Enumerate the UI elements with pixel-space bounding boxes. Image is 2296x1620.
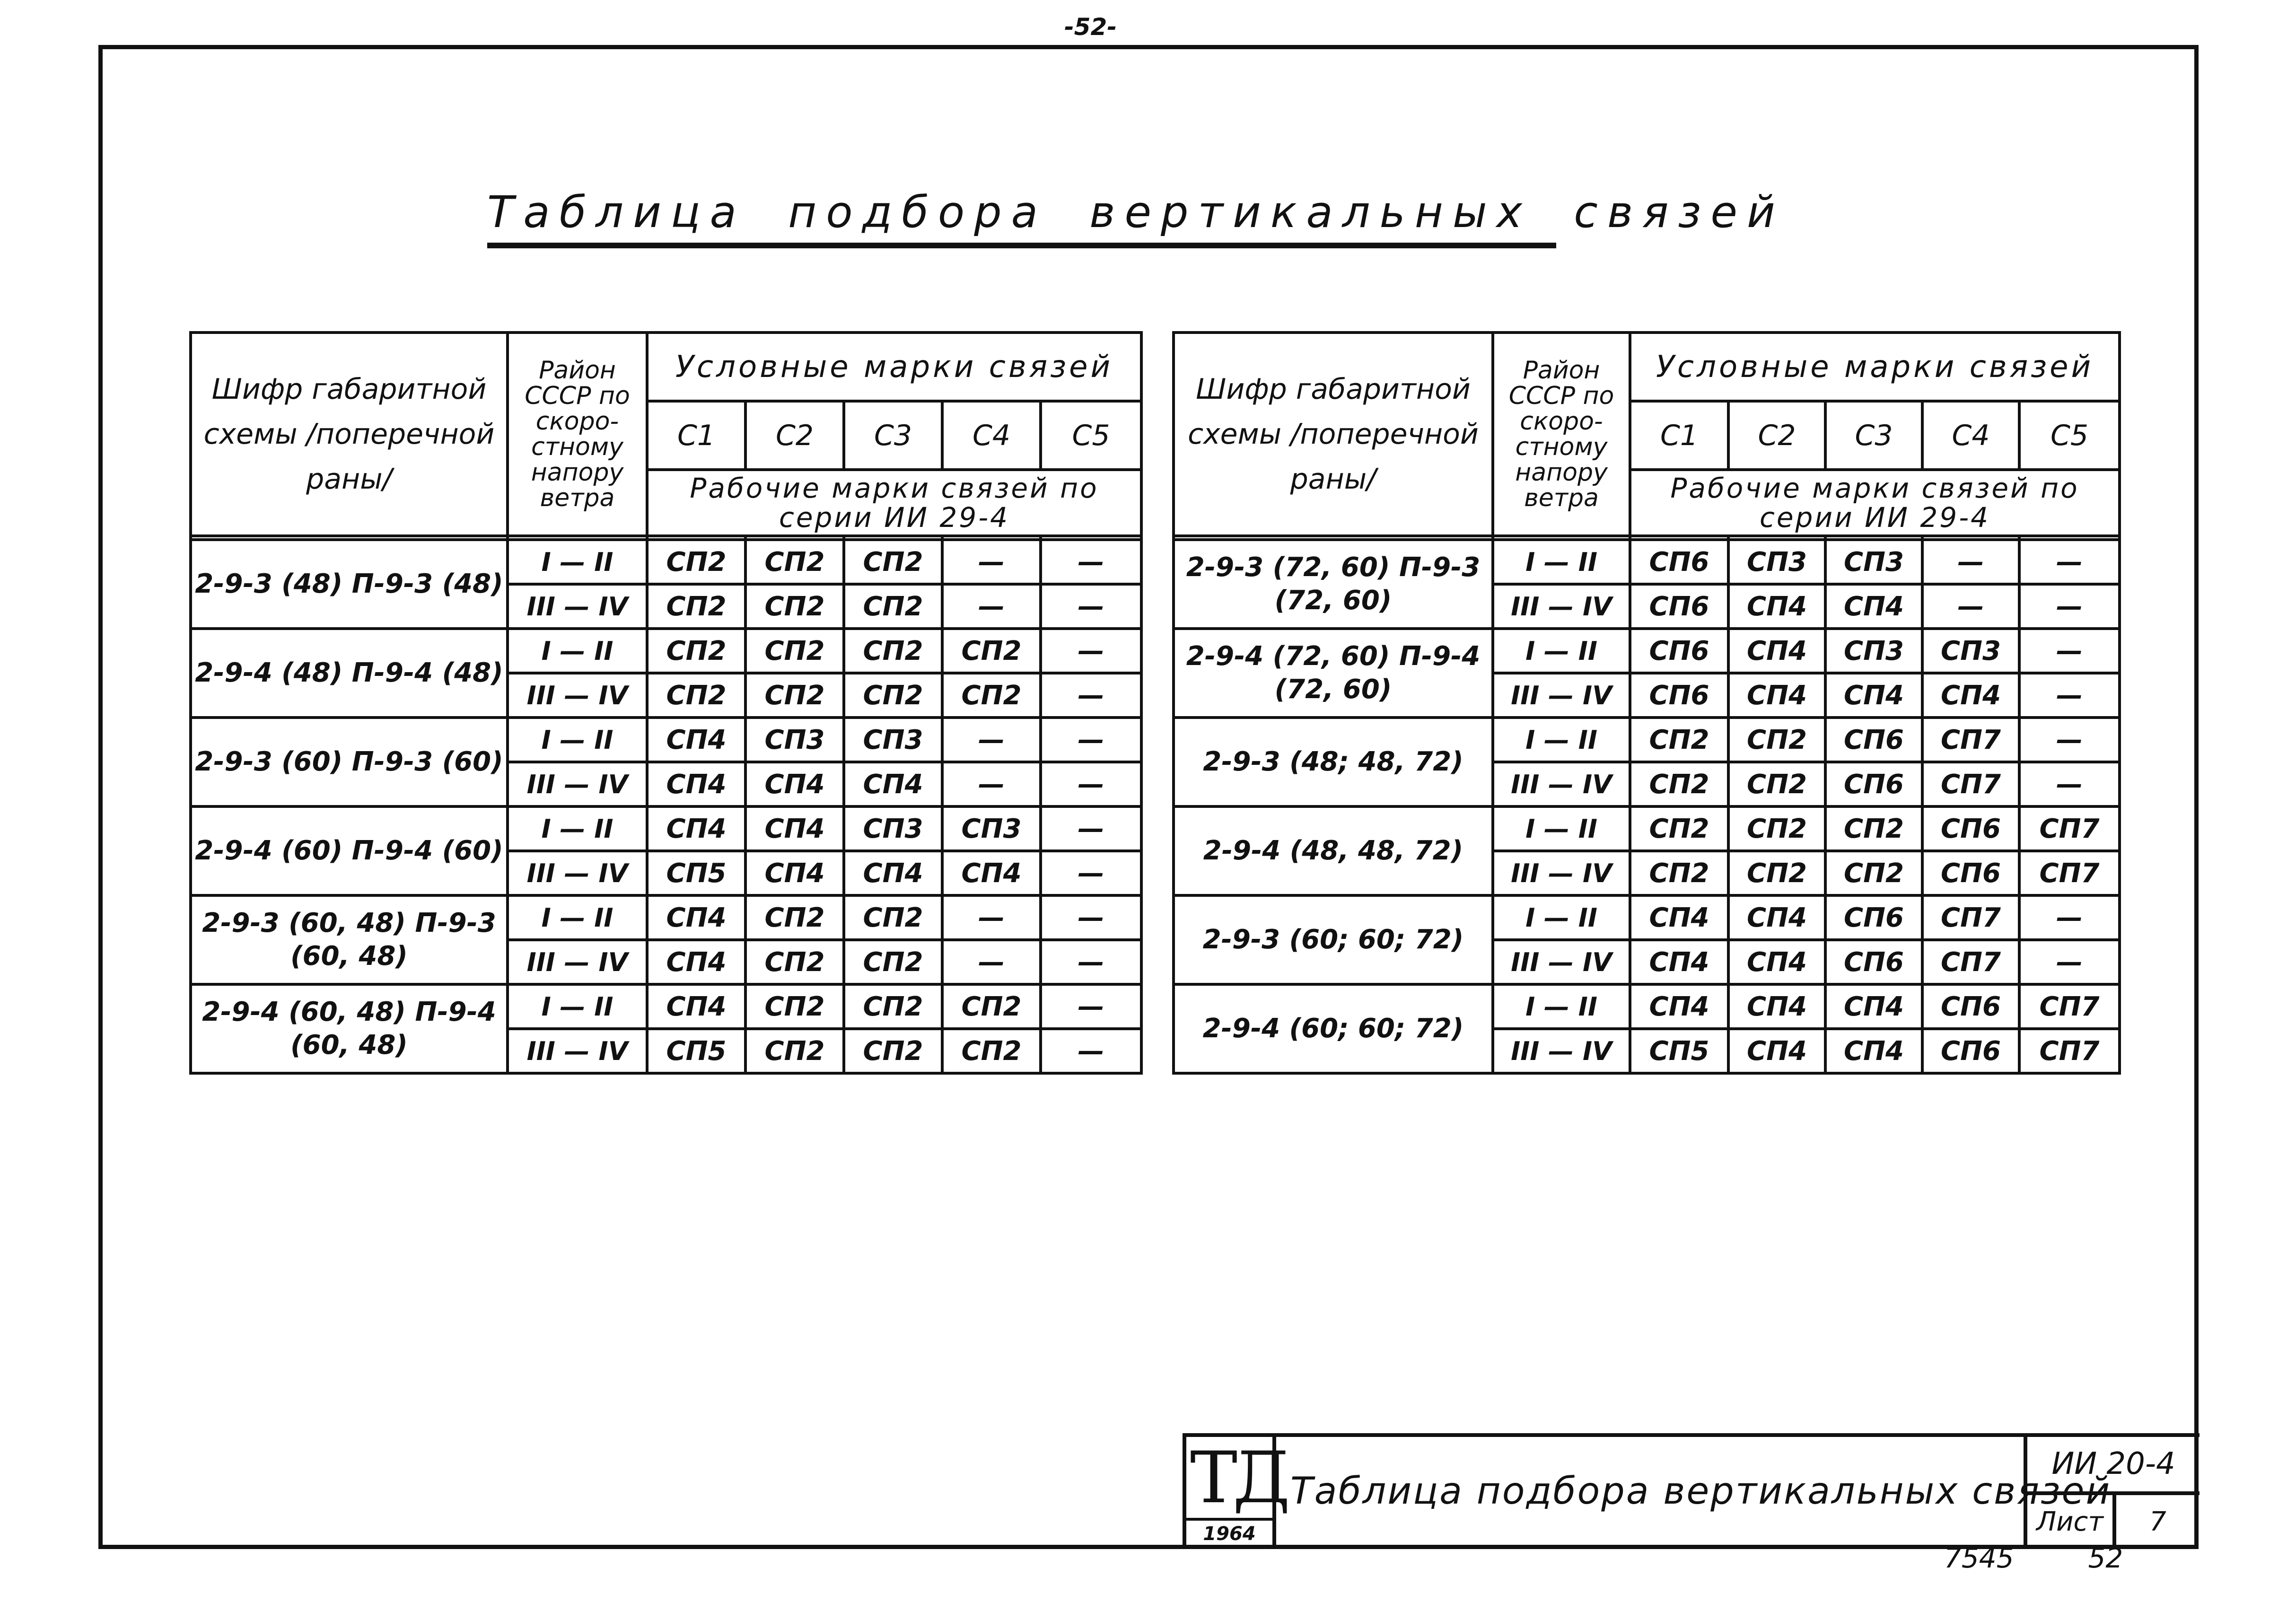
brace-mark-cell: — [1041,629,1141,673]
brace-mark-cell: СП3 [844,718,942,762]
scheme-code-cell: 2-9-3 (60, 48) П-9-3 (60, 48) [191,895,508,984]
wind-region-cell: I — II [508,629,647,673]
brace-mark-cell: СП6 [1630,540,1728,584]
brace-mark-cell: — [942,540,1041,584]
brace-mark-cell: СП4 [1728,1029,1825,1073]
spacer-cell [647,536,745,540]
spacer-cell [1922,536,2019,540]
spacer-cell [1825,536,1922,540]
brace-mark-cell: — [1922,540,2019,584]
wind-region-cell: III — IV [508,673,647,718]
brace-mark-cell: СП2 [844,629,942,673]
brace-mark-cell: СП2 [745,629,844,673]
wind-region-cell: III — IV [508,1029,647,1073]
brace-mark-cell: СП2 [745,895,844,940]
brace-mark-cell: СП2 [844,584,942,629]
header-col-c2: С2 [745,401,844,470]
brace-mark-cell: СП4 [647,984,745,1029]
scheme-code-cell: 2-9-3 (60; 60; 72) [1174,895,1493,984]
spacer-cell [1630,536,1728,540]
brace-mark-cell: СП2 [1630,762,1728,806]
brace-mark-cell: СП4 [745,851,844,895]
brace-mark-cell: СП4 [844,762,942,806]
brace-mark-cell: СП2 [745,1029,844,1073]
wind-region-cell: III — IV [1493,584,1630,629]
header-working-marks: Рабочие марки связей по серии ИИ 29-4 [647,470,1141,536]
brace-mark-cell: СП3 [1825,629,1922,673]
brace-mark-cell: СП6 [1630,629,1728,673]
header-col-c5: С5 [1041,401,1141,470]
brace-mark-cell: СП5 [647,851,745,895]
brace-mark-cell: СП7 [1922,762,2019,806]
footer-inventory [1944,1542,2123,1574]
wind-region-cell: I — II [508,806,647,851]
brace-mark-cell: СП3 [1922,629,2019,673]
brace-mark-cell: СП4 [1630,895,1728,940]
brace-mark-cell: СП4 [745,806,844,851]
brace-mark-cell: СП2 [745,984,844,1029]
brace-mark-cell: СП4 [647,895,745,940]
brace-mark-cell: — [2019,584,2120,629]
scheme-code-cell: 2-9-3 (48; 48, 72) [1174,718,1493,806]
wind-region-cell: I — II [1493,718,1630,762]
brace-mark-cell: СП2 [844,673,942,718]
brace-mark-cell: СП2 [745,940,844,984]
brace-mark-cell: СП2 [647,673,745,718]
brace-mark-cell: СП2 [647,540,745,584]
brace-mark-cell: СП2 [942,1029,1041,1073]
brace-mark-cell: СП2 [1728,851,1825,895]
header-col-c4: С4 [1922,401,2019,470]
header-working-marks: Рабочие марки связей по серии ИИ 29-4 [1630,470,2120,536]
spacer-cell [1174,536,1493,540]
brace-mark-cell: СП4 [1728,584,1825,629]
header-col-c4: С4 [942,401,1041,470]
wind-region-cell: I — II [1493,540,1630,584]
brace-mark-cell: СП4 [1825,584,1922,629]
table-row [191,806,1141,851]
brace-mark-cell: — [1041,851,1141,895]
wind-region-cell: III — IV [1493,673,1630,718]
table-row [1174,629,2120,673]
header-conventional-marks: Условные марки связей [1630,333,2120,401]
header-col-c2: С2 [1728,401,1825,470]
table-row [191,895,1141,940]
brace-mark-cell: СП4 [647,762,745,806]
table-row [191,984,1141,1029]
wind-region-cell: I — II [508,895,647,940]
brace-mark-cell: СП3 [745,718,844,762]
stamp-year: 1964 [1186,1518,1272,1549]
stamp-info [2024,1437,2200,1549]
spacer-cell [942,536,1041,540]
brace-mark-cell: СП2 [942,984,1041,1029]
table-row [191,540,1141,584]
header-col-c3: С3 [844,401,942,470]
brace-mark-cell: СП6 [1825,762,1922,806]
brace-mark-cell: — [2019,718,2120,762]
brace-mark-cell: — [1041,1029,1141,1073]
table-row [1174,895,2120,940]
wind-region-cell: III — IV [1493,1029,1630,1073]
wind-region-cell: I — II [508,718,647,762]
brace-mark-cell: СП7 [2019,806,2120,851]
brace-mark-cell: СП5 [647,1029,745,1073]
wind-region-cell: I — II [1493,984,1630,1029]
brace-mark-cell: — [1041,895,1141,940]
scheme-code-cell: 2-9-4 (72, 60) П-9-4 (72, 60) [1174,629,1493,718]
page-title: Таблица подбора вертикальных связей [487,187,1556,248]
brace-mark-cell: СП2 [745,584,844,629]
table-row [1174,540,2120,584]
wind-region-cell: III — IV [508,851,647,895]
brace-mark-cell: СП2 [1728,718,1825,762]
brace-mark-cell: СП3 [844,806,942,851]
header-scheme-code: Шифр габаритной схемы /поперечной раны/ [191,333,508,536]
brace-mark-cell: — [1041,584,1141,629]
wind-region-cell: I — II [1493,806,1630,851]
bracing-table-right [1172,331,2121,1075]
brace-mark-cell: — [942,718,1041,762]
brace-mark-cell: СП4 [647,806,745,851]
brace-mark-cell: — [1041,673,1141,718]
wind-region-cell: I — II [508,540,647,584]
brace-mark-cell: СП4 [1630,940,1728,984]
brace-mark-cell: — [2019,762,2120,806]
brace-mark-cell: СП7 [2019,1029,2120,1073]
brace-mark-cell: — [942,762,1041,806]
brace-mark-cell: СП2 [647,584,745,629]
brace-mark-cell: — [1041,540,1141,584]
header-col-c3: С3 [1825,401,1922,470]
brace-mark-cell: СП4 [1728,629,1825,673]
spacer-cell [1041,536,1141,540]
brace-mark-cell: — [1041,940,1141,984]
brace-mark-cell: СП2 [647,629,745,673]
table-row [1174,806,2120,851]
brace-mark-cell: СП3 [1825,540,1922,584]
title-block [1183,1433,2200,1549]
table-row [1174,718,2120,762]
wind-region-cell: I — II [1493,895,1630,940]
scheme-code-cell: 2-9-4 (60) П-9-4 (60) [191,806,508,895]
brace-mark-cell: СП6 [1630,584,1728,629]
brace-mark-cell: СП4 [647,718,745,762]
wind-region-cell: III — IV [508,584,647,629]
brace-mark-cell: СП4 [844,851,942,895]
brace-mark-cell: СП4 [1728,895,1825,940]
header-wind-region: Район СССР по скоро- стному напору ветра [1493,333,1630,536]
wind-region-cell: I — II [508,984,647,1029]
scheme-code-cell: 2-9-4 (60, 48) П-9-4 (60, 48) [191,984,508,1073]
inventory-number: 7545 [1944,1542,2014,1574]
brace-mark-cell: СП2 [942,673,1041,718]
brace-mark-cell: СП4 [1922,673,2019,718]
brace-mark-cell: СП4 [1728,673,1825,718]
brace-mark-cell: СП7 [1922,895,2019,940]
bracing-table-left [189,331,1143,1075]
brace-mark-cell: СП3 [1728,540,1825,584]
brace-mark-cell: СП4 [1728,940,1825,984]
brace-mark-cell: СП4 [942,851,1041,895]
brace-mark-cell: — [1041,806,1141,851]
wind-region-cell: III — IV [508,940,647,984]
scheme-code-cell: 2-9-3 (60) П-9-3 (60) [191,718,508,806]
table-row [191,629,1141,673]
brace-mark-cell: СП6 [1825,940,1922,984]
brace-mark-cell: СП4 [745,762,844,806]
brace-mark-cell: СП7 [2019,984,2120,1029]
scheme-code-cell: 2-9-4 (60; 60; 72) [1174,984,1493,1073]
td-logo-icon: ТД [1190,1437,1286,1519]
brace-mark-cell: СП6 [1630,673,1728,718]
brace-mark-cell: СП7 [1922,940,2019,984]
brace-mark-cell: СП6 [1825,718,1922,762]
brace-mark-cell: СП4 [1630,984,1728,1029]
scheme-code-cell: 2-9-3 (48) П-9-3 (48) [191,540,508,629]
brace-mark-cell: СП2 [1728,806,1825,851]
brace-mark-cell: СП2 [1728,762,1825,806]
brace-mark-cell: СП7 [1922,718,2019,762]
table-row [1174,984,2120,1029]
header-col-c1: С1 [647,401,745,470]
brace-mark-cell: СП3 [942,806,1041,851]
header-wind-region: Район СССР по скоро- стному напору ветра [508,333,647,536]
scheme-code-cell: 2-9-4 (48) П-9-4 (48) [191,629,508,718]
brace-mark-cell: — [1922,584,2019,629]
brace-mark-cell: — [2019,540,2120,584]
brace-mark-cell: СП5 [1630,1029,1728,1073]
series-code: ИИ 20-4 [2027,1437,2200,1495]
brace-mark-cell: СП2 [1630,806,1728,851]
brace-mark-cell: СП4 [647,940,745,984]
stamp-title: Таблица подбора вертикальных связей [1290,1470,2112,1513]
spacer-cell [844,536,942,540]
spacer-cell [191,536,508,540]
brace-mark-cell: СП2 [844,984,942,1029]
brace-mark-cell: — [1041,718,1141,762]
stamp-logo [1186,1437,1286,1549]
brace-mark-cell: СП6 [1922,984,2019,1029]
brace-mark-cell: СП7 [2019,851,2120,895]
wind-region-cell: I — II [1493,629,1630,673]
spacer-cell [745,536,844,540]
wind-region-cell: III — IV [1493,762,1630,806]
brace-mark-cell: — [942,584,1041,629]
spacer-cell [508,536,647,540]
brace-mark-cell: СП2 [844,540,942,584]
spacer-cell [1728,536,1825,540]
brace-mark-cell: СП4 [1825,1029,1922,1073]
brace-mark-cell: СП2 [1825,851,1922,895]
sheet-number: 7 [2149,1506,2166,1537]
brace-mark-cell: СП2 [1630,851,1728,895]
brace-mark-cell: СП4 [1825,673,1922,718]
header-col-c1: С1 [1630,401,1728,470]
header-conventional-marks: Условные марки связей [647,333,1141,401]
brace-mark-cell: СП2 [942,629,1041,673]
header-col-c5: С5 [2019,401,2120,470]
wind-region-cell: III — IV [1493,851,1630,895]
brace-mark-cell: СП6 [1922,1029,2019,1073]
brace-mark-cell: СП2 [745,673,844,718]
brace-mark-cell: СП6 [1922,806,2019,851]
brace-mark-cell: СП2 [844,1029,942,1073]
brace-mark-cell: — [2019,629,2120,673]
brace-mark-cell: СП6 [1825,895,1922,940]
page-number: -52- [1064,13,1117,41]
brace-mark-cell: СП4 [1728,984,1825,1029]
brace-mark-cell: — [1041,984,1141,1029]
table-row [191,718,1141,762]
scheme-code-cell: 2-9-4 (48, 48, 72) [1174,806,1493,895]
brace-mark-cell: СП2 [745,540,844,584]
brace-mark-cell: — [2019,673,2120,718]
brace-mark-cell: СП2 [844,940,942,984]
wind-region-cell: III — IV [1493,940,1630,984]
spacer-cell [1493,536,1630,540]
brace-mark-cell: — [2019,895,2120,940]
brace-mark-cell: — [1041,762,1141,806]
scheme-code-cell: 2-9-3 (72, 60) П-9-3 (72, 60) [1174,540,1493,629]
brace-mark-cell: СП4 [1825,984,1922,1029]
brace-mark-cell: — [2019,940,2120,984]
brace-mark-cell: — [942,895,1041,940]
header-scheme-code: Шифр габаритной схемы /поперечной раны/ [1174,333,1493,536]
brace-mark-cell: СП6 [1922,851,2019,895]
brace-mark-cell: СП2 [1825,806,1922,851]
wind-region-cell: III — IV [508,762,647,806]
brace-mark-cell: — [942,940,1041,984]
sheet-label: Лист [2027,1495,2116,1549]
brace-mark-cell: СП2 [1630,718,1728,762]
sheet-page-number: 52 [2088,1542,2123,1574]
brace-mark-cell: СП2 [844,895,942,940]
spacer-cell [2019,536,2120,540]
